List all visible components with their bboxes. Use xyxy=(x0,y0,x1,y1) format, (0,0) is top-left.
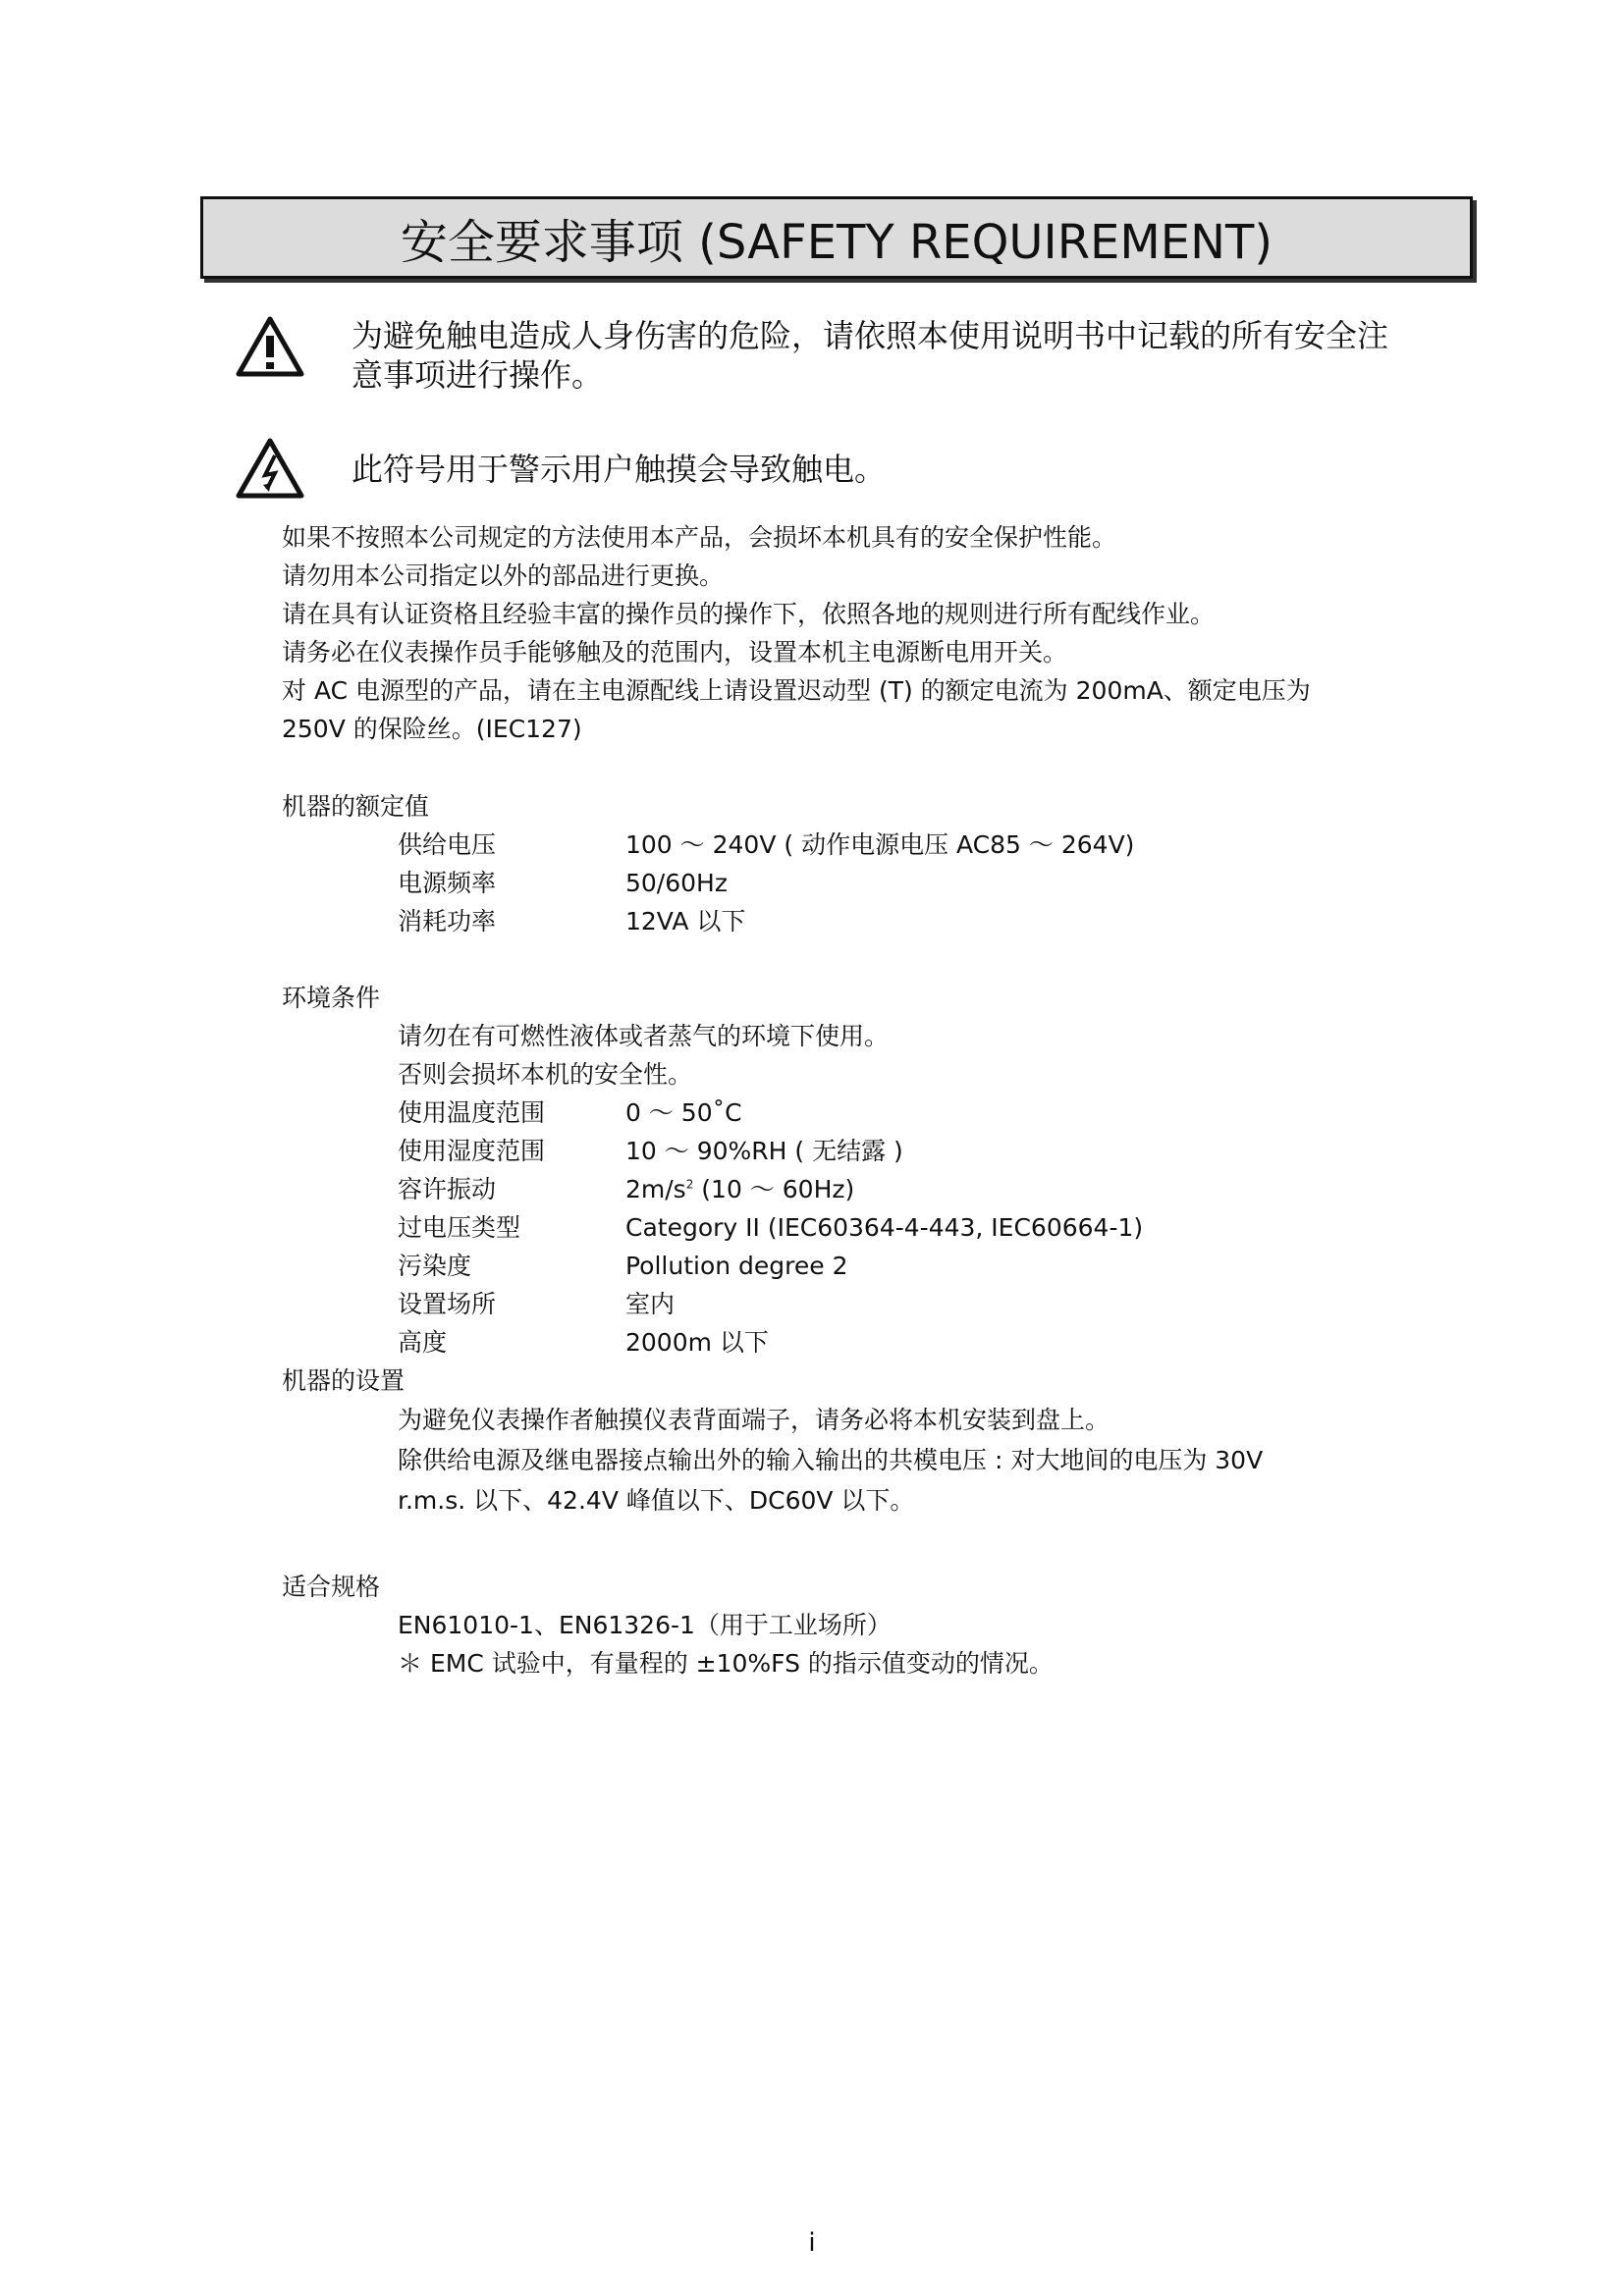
spec-row xyxy=(398,1094,1143,1132)
installation-line: 除供给电源及继电器接点输出外的输入输出的共模电压 : 对大地间的电压为 30V xyxy=(398,1446,1264,1474)
spec-value: 12VA 以下 xyxy=(625,907,746,935)
vibration-range: (10 ～ 60Hz) xyxy=(693,1175,855,1203)
note-line: 250V 的保险丝。(IEC127) xyxy=(282,715,582,743)
spec-value: 0 ～ 50˚C xyxy=(625,1098,742,1127)
environment-table xyxy=(398,1094,1143,1362)
spec-key: 消耗功率 xyxy=(398,907,497,935)
environment-notes xyxy=(398,1017,889,1094)
note-line: 请在具有认证资格且经验丰富的操作员的操作下，依照各地的规则进行所有配线作业。 xyxy=(282,600,1216,628)
note-line: 请勿用本公司指定以外的部品进行更换。 xyxy=(282,561,725,590)
environment-note: 请勿在有可燃性液体或者蒸气的环境下使用。 xyxy=(398,1022,890,1050)
spec-value: 100 ～ 240V ( 动作电源电压 AC85 ～ 264V) xyxy=(625,830,1135,859)
spec-value: 室内 xyxy=(625,1290,676,1318)
spec-row xyxy=(398,902,1134,940)
installation-line: 为避免仪表操作者触摸仪表背面端子，请务必将本机安装到盘上。 xyxy=(398,1406,1110,1434)
spec-key: 使用温度范围 xyxy=(398,1098,546,1127)
electric-shock-triangle-icon xyxy=(236,438,304,499)
page-number: i xyxy=(808,2228,816,2258)
title-box xyxy=(200,196,1473,279)
environment-heading: 环境条件 xyxy=(282,984,381,1012)
spec-row xyxy=(398,1323,1143,1362)
spec-row xyxy=(398,864,1134,902)
warning-shock-text: 此符号用于警示用户触摸会导致触电。 xyxy=(352,451,887,488)
spec-key: 污染度 xyxy=(398,1252,472,1280)
spec-key: 使用湿度范围 xyxy=(398,1137,546,1165)
spec-key: 容许振动 xyxy=(398,1175,497,1203)
spec-row xyxy=(398,1170,1143,1208)
spec-key: 过电压类型 xyxy=(398,1213,521,1242)
note-line: 对 AC 电源型的产品，请在主电源配线上请设置迟动型 (T) 的额定电流为 200mA、额定电压为 xyxy=(282,676,1311,705)
spec-value: Category II (IEC60364-4-443, IEC60664-1) xyxy=(625,1213,1144,1242)
spec-value: 2000m 以下 xyxy=(625,1328,769,1357)
environment-note: 否则会损坏本机的安全性。 xyxy=(398,1060,693,1089)
page-title: 安全要求事项 (SAFETY REQUIREMENT) xyxy=(400,214,1273,270)
warning-general xyxy=(236,316,1389,394)
installation-text xyxy=(398,1400,1458,1521)
standards-heading: 适合规格 xyxy=(282,1573,381,1601)
spec-row xyxy=(398,826,1134,864)
spec-key: 电源频率 xyxy=(398,869,497,897)
vibration-unit: 2m/s xyxy=(625,1175,686,1203)
note-line: 如果不按照本公司规定的方法使用本产品，会损坏本机具有的安全保护性能。 xyxy=(282,523,1117,552)
spec-value: 50/60Hz xyxy=(625,869,728,897)
spec-key: 设置场所 xyxy=(398,1290,497,1318)
ratings-table xyxy=(398,826,1134,940)
installation-heading: 机器的设置 xyxy=(282,1366,406,1395)
spec-row xyxy=(398,1285,1143,1323)
installation-line: r.m.s. 以下、42.4V 峰值以下、DC60V 以下。 xyxy=(398,1486,915,1515)
warning-general-line2: 意事项进行操作。 xyxy=(352,356,604,394)
standards-text xyxy=(398,1606,1054,1682)
standards-line: EN61010-1、EN61326-1（用于工业场所） xyxy=(398,1611,892,1639)
spec-value: 10 ～ 90%RH ( 无结露 ) xyxy=(625,1137,903,1165)
vibration-exponent: 2 xyxy=(685,1177,694,1192)
spec-row xyxy=(398,1208,1143,1247)
note-line: 请务必在仪表操作员手能够触及的范围内，设置本机主电源断电用开关。 xyxy=(282,638,1068,667)
general-notes xyxy=(282,518,1460,748)
spec-row xyxy=(398,1132,1143,1170)
warning-shock xyxy=(236,438,887,499)
standards-line: ＊ EMC 试验中，有量程的 ±10%FS 的指示值变动的情况。 xyxy=(398,1649,1054,1678)
warning-general-text xyxy=(352,316,1451,395)
spec-value: Pollution degree 2 xyxy=(625,1252,848,1280)
spec-row xyxy=(398,1247,1143,1285)
caution-triangle-icon xyxy=(236,316,304,377)
spec-value xyxy=(625,1170,854,1208)
warning-general-line1: 为避免触电造成人身伤害的危险，请依照本使用说明书中记载的所有安全注 xyxy=(352,317,1389,354)
spec-key: 高度 xyxy=(398,1328,448,1357)
ratings-heading: 机器的额定值 xyxy=(282,792,430,821)
spec-key: 供给电压 xyxy=(398,830,497,859)
